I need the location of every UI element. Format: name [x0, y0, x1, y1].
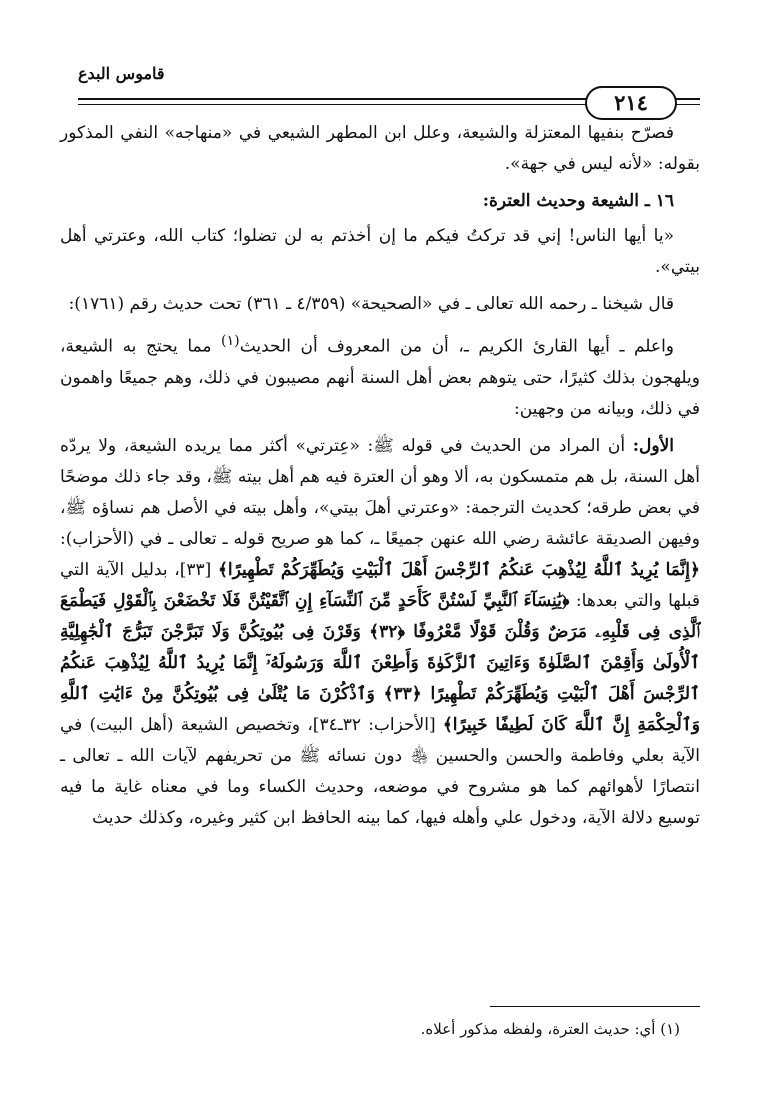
section-heading: ١٦ ـ الشيعة وحديث العترة: [482, 191, 674, 211]
book-title: قاموس البدع [78, 64, 165, 83]
quran-verse-33: ﴿إِنَّمَا يُرِيدُ ٱللَّهُ لِيُذْهِبَ عَنكُمُ ٱلرِّجْسَ أَهْلَ ٱلْبَيْتِ وَيُطَهِّرَكُمْ تَطْهِيرًا﴾ [217, 559, 700, 580]
paragraph-1: فصرّح بنفيها المعتزلة والشيعة، وعلل ابن المطهر الشيعي في «منهاجه» النفي المذكور بقوله: «لأنه ليس في جهة». [60, 123, 700, 174]
first-point-label: الأول: [632, 435, 674, 456]
paragraph-first-point [60, 431, 700, 834]
footnote: (١) أي: حديث العترة، ولفظه مذكور أعلاه. [420, 1020, 680, 1038]
footnote-rule [490, 1006, 700, 1007]
p5-text-c: [الأحزاب: ٣٢ـ٣٤]، وتخصيص الشيعة (أهل البيت) في الآية بعلي وفاطمة والحسن والحسين ﵃ دون نسائه ﷺ من تحريفهم لآيات الله ـ تعالى ـ انتصارًا لأهوائهم كما هو مشروح في موضعه، وحديث الكساء وما في معناه غاية ما فيه توسيع دلالة الآية، ودخول علي وأهله فيها، كما بينه الحافظ ابن كثير وغيره، وكذلك حديث [60, 714, 700, 828]
body-text [60, 118, 700, 840]
quran-verses-32-34: ﴿يَٰنِسَآءَ ٱلنَّبِيِّ لَسْتُنَّ كَأَحَدٍ مِّنَ ٱلنِّسَآءِ إِنِ ٱتَّقَيْتُنَّ فَلَا تَخْضَعْنَ بِٱلْقَوْلِ فَيَطْمَعَ ٱلَّذِى فِى قَلْبِهِۦ مَرَضٌ وَقُلْنَ قَوْلًا مَّعْرُوفًا ﴿٣٢﴾ وَقَرْنَ فِى بُيُوتِكُنَّ وَلَا تَبَرَّجْنَ تَبَرُّجَ ٱلْجَٰهِلِيَّةِ ٱلْأُولَىٰ وَأَقِمْنَ ٱلصَّلَوٰةَ وَءَاتِينَ ٱلزَّكَوٰةَ وَأَطِعْنَ ٱللَّهَ وَرَسُولَهُۥٓ إِنَّمَا يُرِيدُ ٱللَّهُ لِيُذْهِبَ عَنكُمُ ٱلرِّجْسَ أَهْلَ ٱلْبَيْتِ وَيُطَهِّرَكُمْ تَطْهِيرًا ﴿٣٣﴾ وَٱذْكُرْنَ مَا يُتْلَىٰ فِى بُيُوتِكُنَّ مِنْ ءَايَٰتِ ٱللَّهِ وَٱلْحِكْمَةِ إِنَّ ٱللَّهَ كَانَ لَطِيفًا خَبِيرًا﴾ [60, 590, 700, 735]
p5-text-a: أن المراد من الحديث في قوله ﷺ: «عِترتي» أكثر مما يريده الشيعة، ولا يردّه أهل السنة، بل هم متمسكون به، ألا وهو أن العترة فيه هم أهل بيته ﷺ، وقد جاء ذلك موضحًا في بعض طرقه؛ كحديث الترجمة: «وعترتي أهلَ بيتي»، وأهل بيته في الأصل هم نساؤه ﷺ، وفيهن الصديقة عائشة رضي الله عنهن جميعًا ـ، كما هو صريح قوله ـ تعالى ـ في (الأحزاب): [60, 435, 700, 549]
p4-text-a: واعلم ـ أيها القارئ الكريم ـ، أن من المعروف أن الحديث [239, 336, 675, 357]
p4-text-b: مما يحتج به الشيعة، ويلهجون بذلك كثيرًا، حتى يتوهم بعض أهل السنة أنهم مصيبون في ذلك، وهم جميعًا واهمون في ذلك، وبيانه من وجهين: [60, 336, 700, 419]
paragraph-intro [60, 326, 700, 425]
page-number: ٢١٤ [585, 86, 677, 120]
p5-text-b: [٣٣]، بدليل الآية التي قبلها والتي بعدها: [60, 559, 700, 611]
hadith-quote: «يا أيها الناس! إني قد تركتُ فيكم ما إن أخذتم به لن تضلوا؛ كتاب الله، وعترتي أهل بيتي». [60, 226, 700, 277]
paragraph-source: قال شيخنا ـ رحمه الله تعالى ـ في «الصحيحة» (٤/٣٥٩ ـ ٣٦١) تحت حديث رقم (١٧٦١): [68, 294, 674, 314]
footnote-ref: (١) [221, 333, 240, 349]
